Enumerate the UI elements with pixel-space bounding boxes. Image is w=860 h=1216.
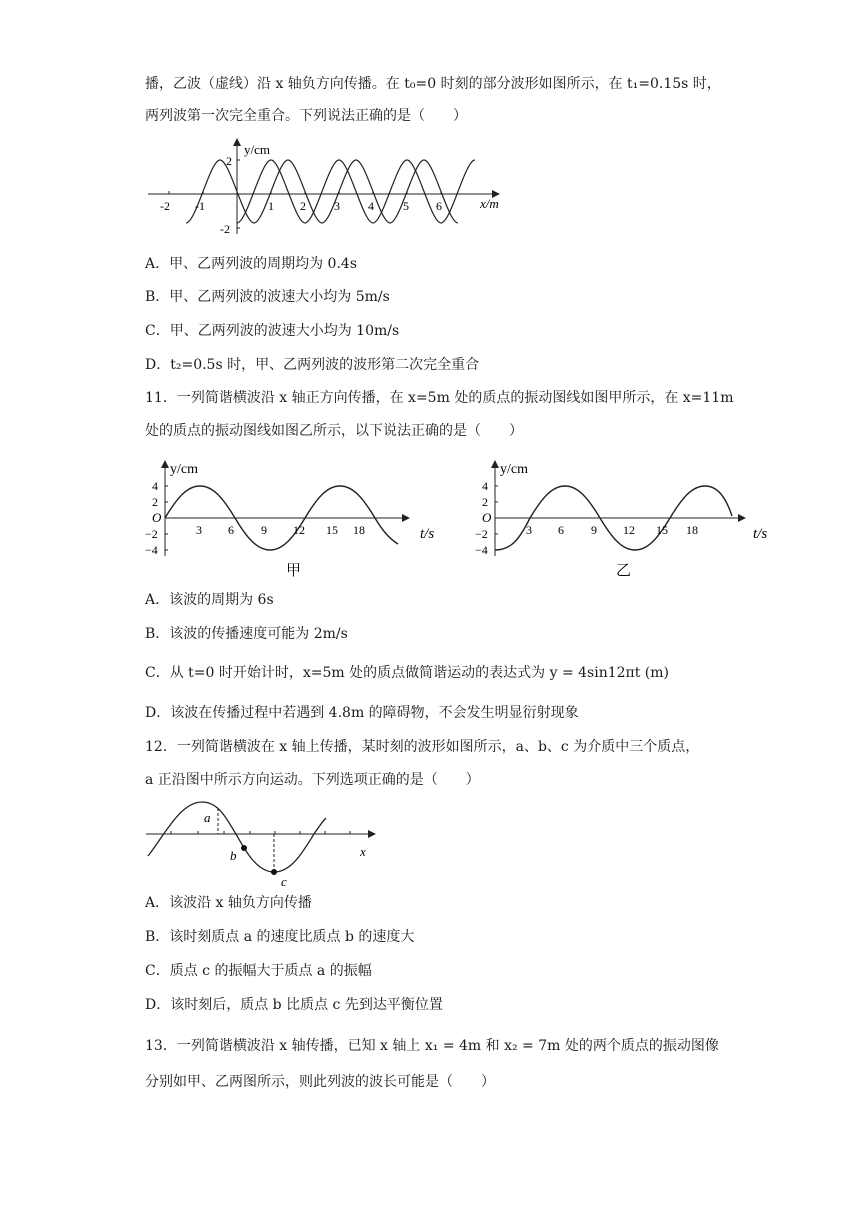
origin-label: O bbox=[482, 510, 492, 525]
t-axis-arrow bbox=[402, 514, 410, 522]
q11-option-b: B．该波的传播速度可能为 2m/s bbox=[145, 626, 348, 642]
origin-label: O bbox=[152, 510, 162, 525]
y-axis-arrow bbox=[161, 460, 169, 468]
q12-option-c: C．质点 c 的振幅大于质点 a 的振幅 bbox=[145, 963, 372, 979]
y-tick: 2 bbox=[482, 495, 488, 509]
t-tick: 6 bbox=[228, 523, 234, 537]
q11-stem-line2: 处的质点的振动图线如图乙所示，以下说法正确的是（ ） bbox=[145, 423, 523, 439]
q10-option-c: C．甲、乙两列波的波速大小均为 10m/s bbox=[145, 323, 400, 339]
y-tick-2: 2 bbox=[226, 154, 232, 168]
x-tick: -1 bbox=[195, 199, 205, 213]
y-tick: 4 bbox=[482, 479, 488, 493]
q10-option-d: D．t₂=0.5s 时，甲、乙两列波的波形第二次完全重合 bbox=[145, 357, 480, 373]
x-tick: 2 bbox=[300, 199, 306, 213]
t-tick: 12 bbox=[293, 523, 305, 537]
y-tick: −2 bbox=[475, 527, 488, 541]
q11-figure-yi bbox=[470, 458, 780, 583]
y-tick: −2 bbox=[145, 527, 158, 541]
y-axis-arrow bbox=[233, 138, 241, 146]
y-tick: −4 bbox=[145, 543, 158, 557]
y-axis-label: y/cm bbox=[244, 142, 270, 157]
q10-stem-line2: 两列波第一次完全重合。下列说法正确的是（ ） bbox=[145, 108, 467, 124]
wave-yi-dashed bbox=[237, 160, 475, 223]
x-tick: 4 bbox=[368, 199, 374, 213]
figure-caption: 乙 bbox=[616, 563, 632, 579]
t-axis-arrow bbox=[738, 514, 746, 522]
figure-caption: 甲 bbox=[286, 563, 302, 579]
q12-wave-figure bbox=[140, 798, 380, 890]
wave-curve bbox=[148, 802, 326, 872]
q10-option-b: B．甲、乙两列波的波速大小均为 5m/s bbox=[145, 289, 390, 305]
q10-option-a: A．甲、乙两列波的周期均为 0.4s bbox=[145, 256, 358, 272]
t-tick: 18 bbox=[686, 523, 698, 537]
point-c bbox=[271, 869, 277, 875]
q13-stem-line2: 分别如甲、乙两图所示，则此列波的波长可能是（ ） bbox=[145, 1074, 495, 1090]
t-tick: 3 bbox=[526, 523, 532, 537]
point-b bbox=[241, 845, 247, 851]
x-axis-label: x/m bbox=[480, 196, 499, 211]
q10-wave-figure bbox=[140, 138, 510, 238]
t-tick: 3 bbox=[196, 523, 202, 537]
q12-stem-line1: 12．一列简谐横波在 x 轴上传播，某时刻的波形如图所示，a、b、c 为介质中三个质点， bbox=[145, 739, 700, 755]
label-c: c bbox=[281, 874, 287, 889]
t-axis-label: t/s bbox=[420, 526, 435, 542]
y-axis-arrow bbox=[491, 460, 499, 468]
x-tick: 6 bbox=[436, 199, 442, 213]
t-tick: 15 bbox=[656, 523, 668, 537]
y-axis-label: y/cm bbox=[170, 462, 198, 477]
q13-stem-line1: 13．一列简谐横波沿 x 轴传播，已知 x 轴上 x₁ = 4m 和 x₂ = 7m 处的两个质点的振动图像 bbox=[145, 1038, 719, 1054]
q10-stem-line1: 播，乙波（虚线）沿 x 轴负方向传播。在 t₀=0 时刻的部分波形如图所示，在 t₁=0.15s 时， bbox=[145, 76, 721, 92]
t-tick: 12 bbox=[623, 523, 635, 537]
q11-stem-line1: 11．一列简谐横波沿 x 轴正方向传播，在 x=5m 处的质点的振动图线如图甲所示，在 x=11m bbox=[145, 390, 734, 406]
q12-option-d: D．该时刻后，质点 b 比质点 c 先到达平衡位置 bbox=[145, 997, 443, 1013]
y-tick: −4 bbox=[475, 543, 488, 557]
t-tick: 15 bbox=[326, 523, 338, 537]
x-axis-arrow bbox=[368, 830, 376, 838]
t-tick: 9 bbox=[591, 523, 597, 537]
q12-option-b: B．该时刻质点 a 的速度比质点 b 的速度大 bbox=[145, 929, 415, 945]
x-tick: -2 bbox=[160, 199, 170, 213]
t-tick: 9 bbox=[261, 523, 267, 537]
q11-option-a: A．该波的周期为 6s bbox=[145, 592, 274, 608]
label-a: a bbox=[204, 810, 211, 825]
t-axis-label: t/s bbox=[753, 526, 768, 542]
q11-option-c: C．从 t=0 时开始计时，x=5m 处的质点做简谐运动的表达式为 y = 4sin12πt (m) bbox=[145, 665, 670, 681]
q12-stem-line2: a 正沿图中所示方向运动。下列选项正确的是（ ） bbox=[145, 772, 480, 788]
t-tick: 6 bbox=[558, 523, 564, 537]
y-tick: 4 bbox=[152, 479, 158, 493]
x-tick: 1 bbox=[268, 199, 274, 213]
y-axis-label: y/cm bbox=[500, 462, 528, 477]
x-tick: 5 bbox=[403, 199, 409, 213]
q11-figure-jia bbox=[140, 458, 450, 583]
y-tick-neg2: -2 bbox=[220, 222, 230, 236]
y-tick: 2 bbox=[152, 495, 158, 509]
label-b: b bbox=[230, 848, 237, 863]
q12-option-a: A．该波沿 x 轴负方向传播 bbox=[145, 895, 312, 911]
x-tick: 3 bbox=[334, 199, 340, 213]
t-tick: 18 bbox=[353, 523, 365, 537]
label-x: x bbox=[360, 844, 366, 859]
q11-option-d: D．该波在传播过程中若遇到 4.8m 的障碍物，不会发生明显衍射现象 bbox=[145, 705, 579, 721]
